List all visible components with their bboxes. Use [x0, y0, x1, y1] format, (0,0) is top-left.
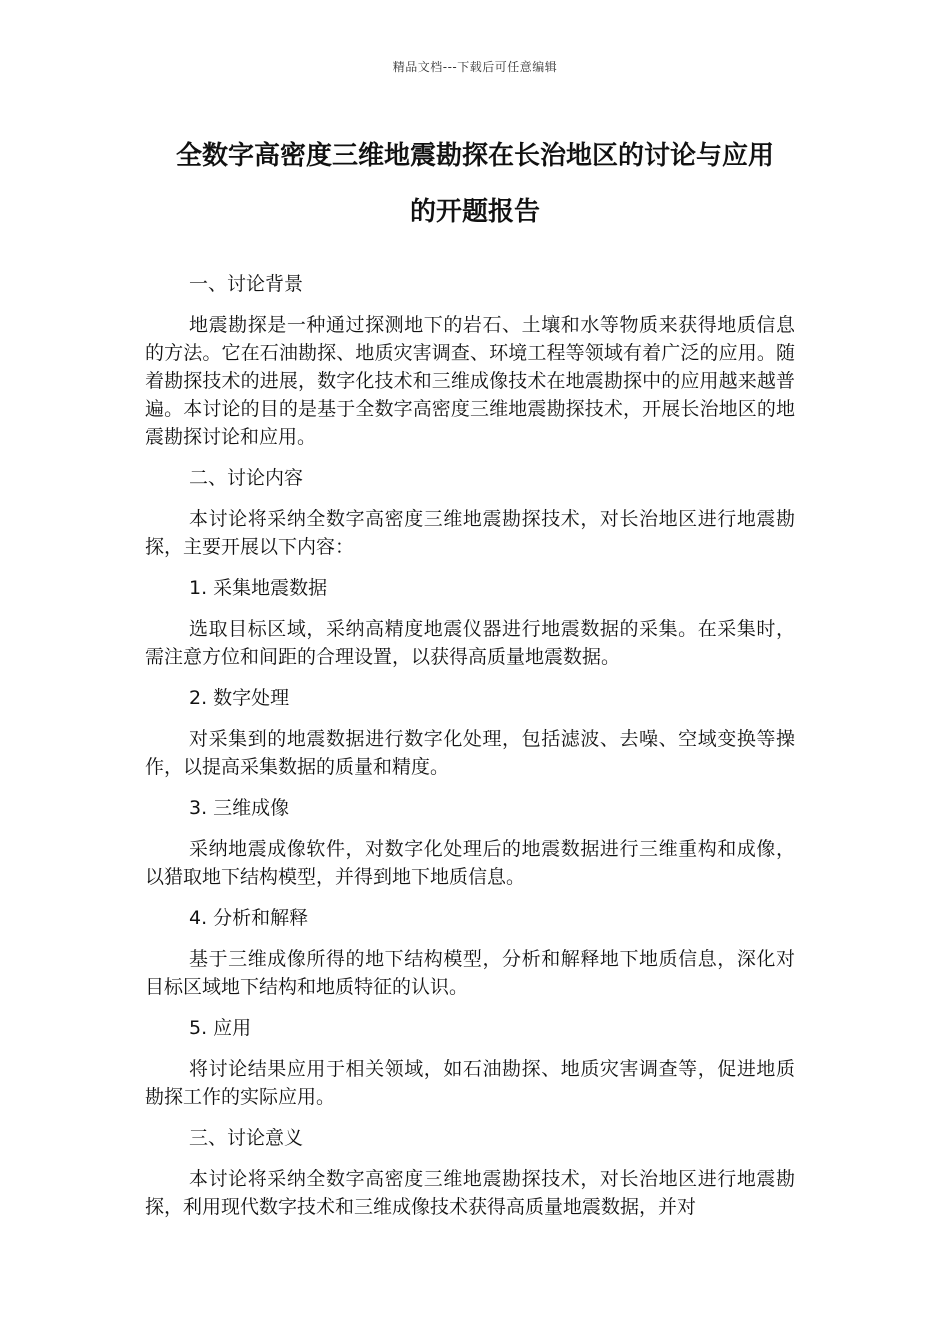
- paragraph-application: 将讨论结果应用于相关领域，如石油勘探、地质灾害调查等，促进地质勘探工作的实际应用。: [145, 1058, 795, 1108]
- item-heading-analysis: 4. 分析和解释: [189, 907, 309, 929]
- paragraph-data-collection: 选取目标区域，采纳高精度地震仪器进行地震数据的采集。在采集时，需注意方位和间距的合理设置，以获得高质量地震数据。: [145, 618, 795, 668]
- document-body: [145, 270, 795, 1234]
- item-heading-application: 5. 应用: [189, 1017, 252, 1039]
- section-heading-significance: 三、讨论意义: [189, 1127, 304, 1149]
- item-heading-3d-imaging: 3. 三维成像: [189, 797, 290, 819]
- paragraph-background: 地震勘探是一种通过探测地下的岩石、土壤和水等物质来获得地质信息的方法。它在石油勘探、地质灾害调查、环境工程等领域有着广泛的应用。随着勘探技术的进展，数字化技术和三维成像技术在地震勘探中的应用越来越普遍。本讨论的目的是基于全数字高密度三维地震勘探技术，开展长治地区的地震勘探讨论和应用。: [145, 314, 795, 448]
- page-header: 精品文档---下载后可任意编辑: [392, 60, 558, 74]
- section-heading-content: 二、讨论内容: [189, 467, 304, 489]
- item-heading-digital-processing: 2. 数字处理: [189, 687, 290, 709]
- document-title-line-1: 全数字高密度三维地震勘探在长治地区的讨论与应用: [175, 141, 774, 171]
- document-title-line-2: 的开题报告: [409, 197, 540, 227]
- paragraph-3d-imaging: 采纳地震成像软件，对数字化处理后的地震数据进行三维重构和成像，以猎取地下结构模型，并得到地下地质信息。: [145, 838, 795, 888]
- item-heading-data-collection: 1. 采集地震数据: [189, 577, 328, 599]
- section-heading-background: 一、讨论背景: [189, 273, 304, 295]
- paragraph-significance: 本讨论将采纳全数字高密度三维地震勘探技术，对长治地区进行地震勘探，利用现代数字技术和三维成像技术获得高质量地震数据，并对: [145, 1168, 795, 1218]
- paragraph-content-intro: 本讨论将采纳全数字高密度三维地震勘探技术，对长治地区进行地震勘探，主要开展以下内容：: [145, 508, 795, 558]
- paragraph-analysis: 基于三维成像所得的地下结构模型，分析和解释地下地质信息，深化对目标区域地下结构和地质特征的认识。: [145, 948, 795, 998]
- paragraph-digital-processing: 对采集到的地震数据进行数字化处理，包括滤波、去噪、空域变换等操作，以提高采集数据的质量和精度。: [145, 728, 795, 778]
